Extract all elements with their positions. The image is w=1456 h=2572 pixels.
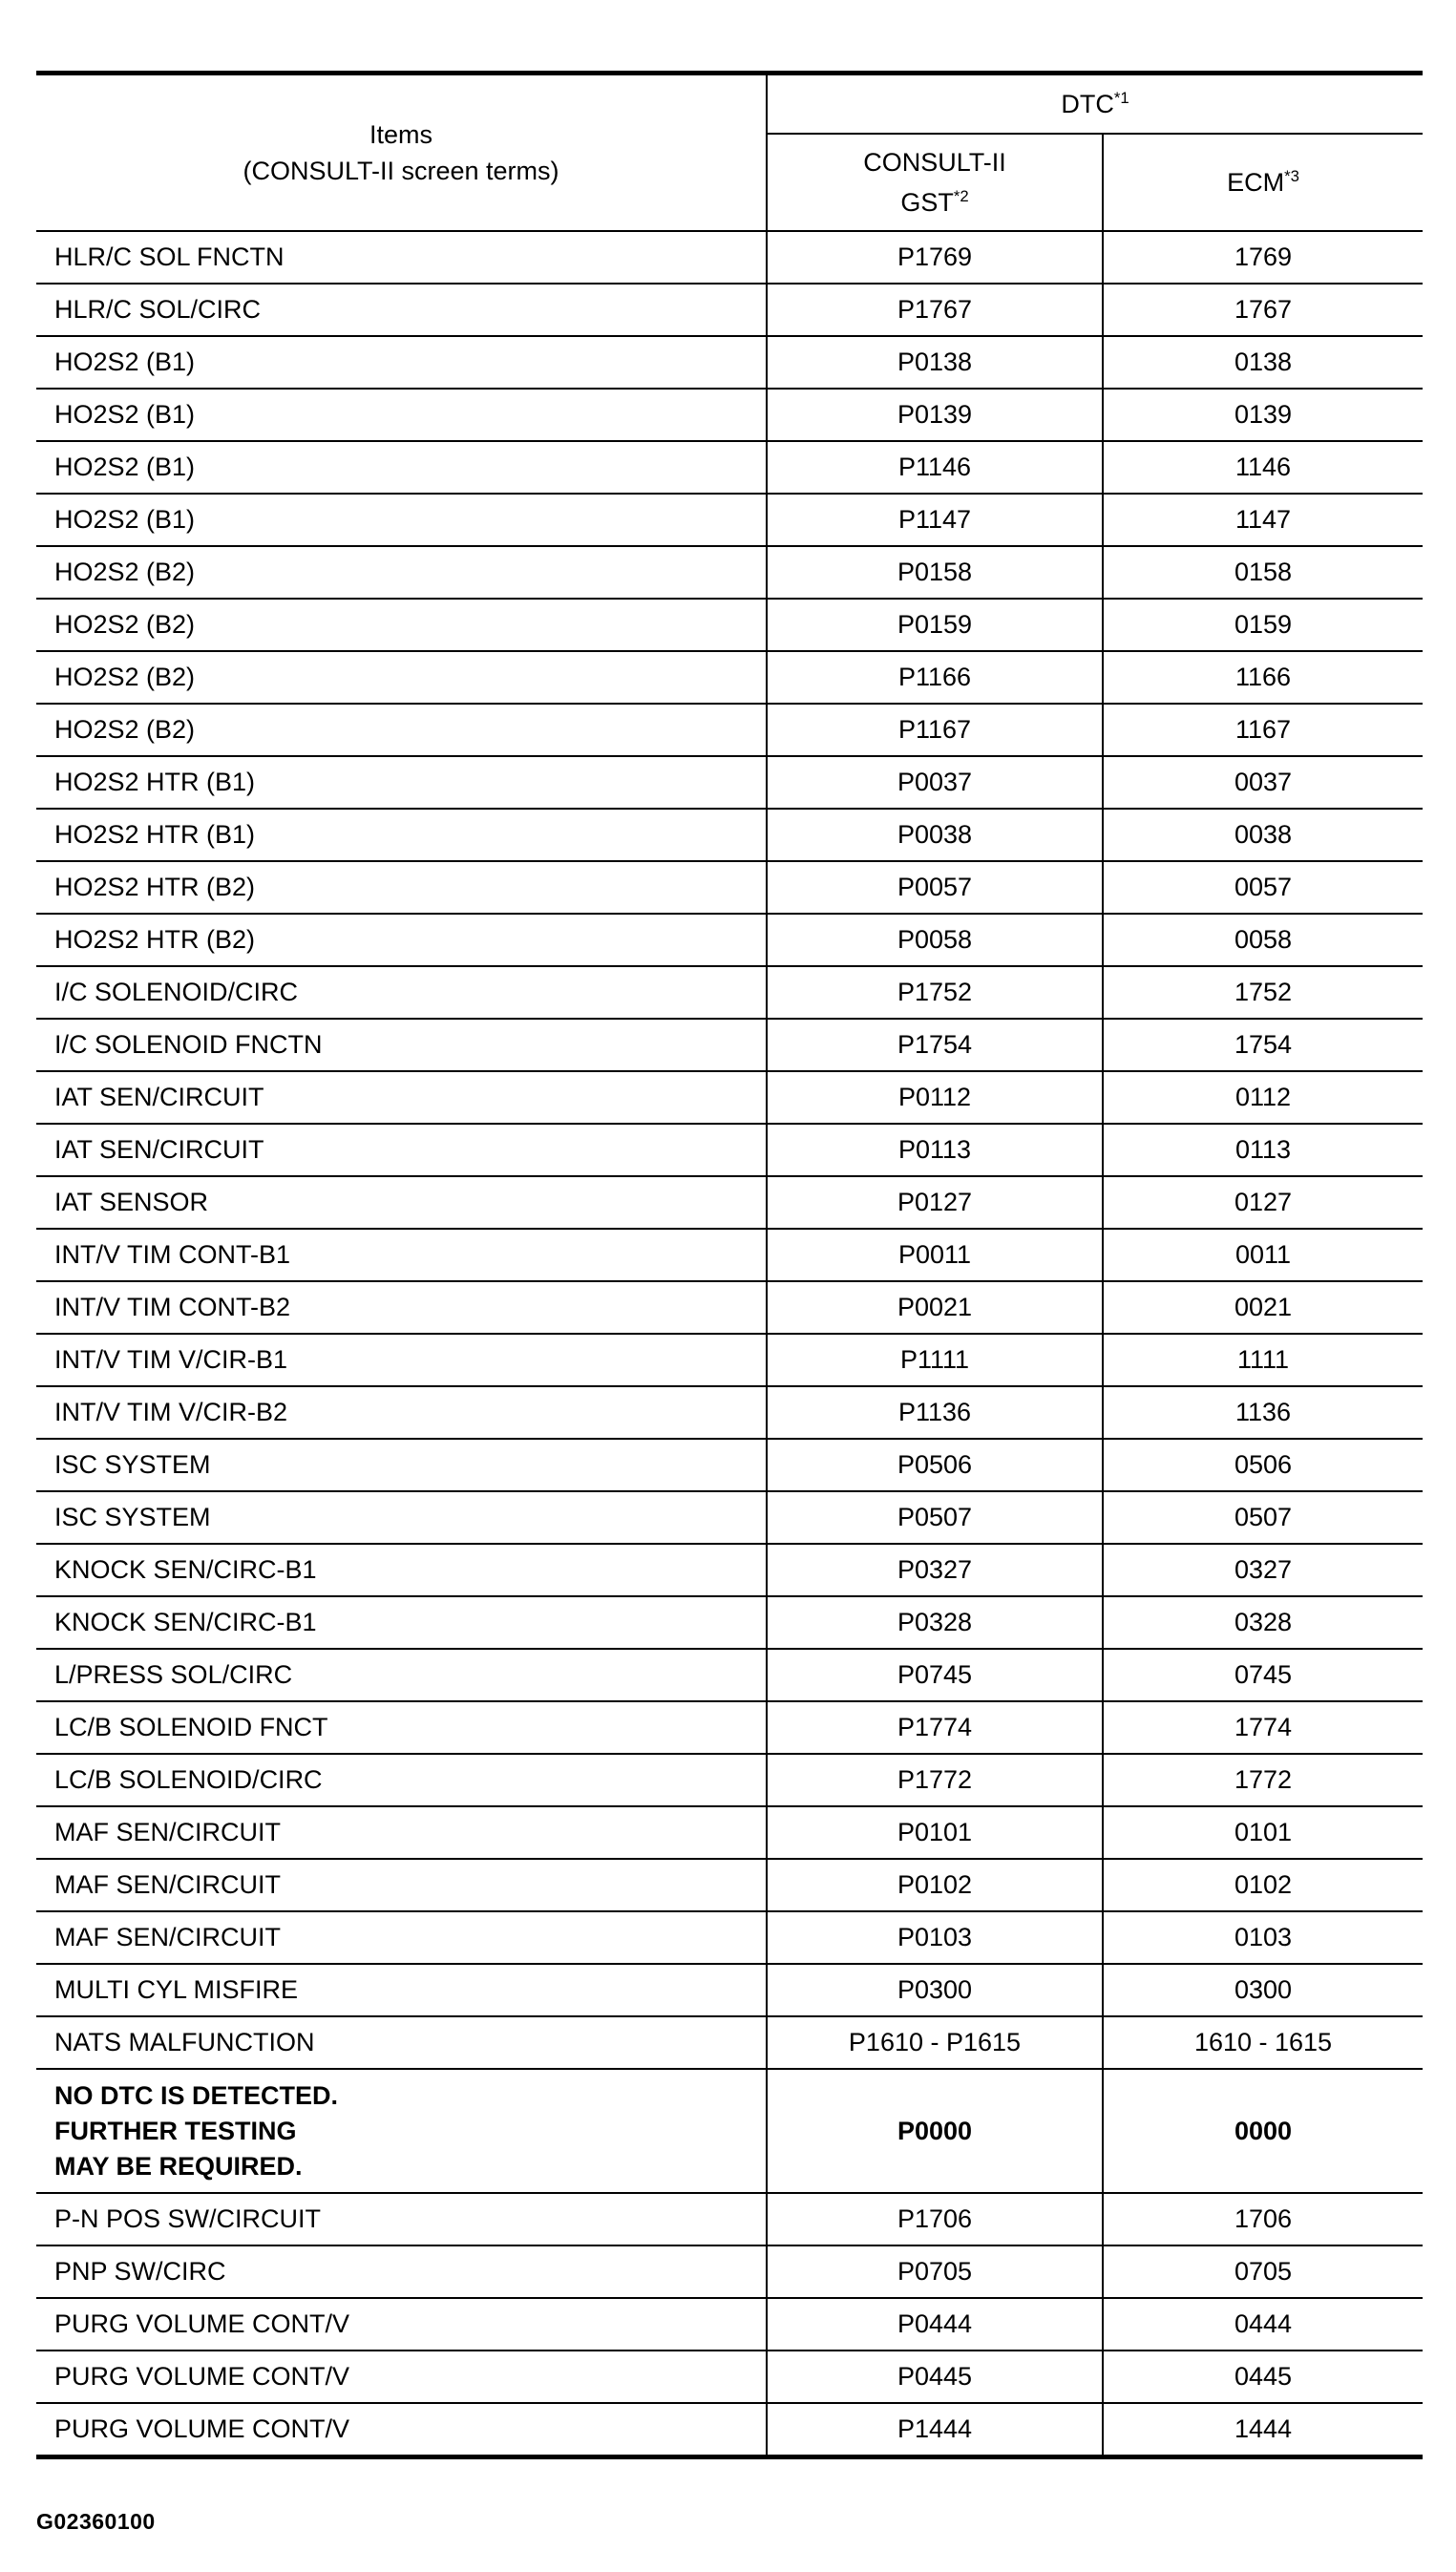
item-cell: KNOCK SEN/CIRC-B1 — [36, 1544, 767, 1596]
table-row — [36, 1806, 1423, 1859]
consult-gst-code-cell: P0327 — [767, 1544, 1103, 1596]
ecm-code-cell: 0139 — [1103, 389, 1423, 441]
table-row — [36, 599, 1423, 651]
consult-gst-code-cell: P0139 — [767, 389, 1103, 441]
dtc-table — [36, 71, 1423, 2459]
item-cell: HO2S2 HTR (B1) — [36, 756, 767, 809]
ecm-code-cell: 0103 — [1103, 1911, 1423, 1964]
consult-gst-column-header — [767, 134, 1103, 231]
consult-gst-code-cell: P1111 — [767, 1334, 1103, 1386]
item-cell: KNOCK SEN/CIRC-B1 — [36, 1596, 767, 1649]
ecm-code-cell: 0011 — [1103, 1229, 1423, 1281]
ecm-code-cell: 0506 — [1103, 1439, 1423, 1491]
consult-gst-code-cell: P1167 — [767, 704, 1103, 756]
consult-gst-code-cell: P0328 — [767, 1596, 1103, 1649]
dtc-footnote-marker: *1 — [1113, 89, 1129, 107]
ecm-code-cell: 1146 — [1103, 441, 1423, 494]
item-cell: HO2S2 (B2) — [36, 599, 767, 651]
consult-gst-code-cell: P0444 — [767, 2298, 1103, 2351]
table-row — [36, 756, 1423, 809]
table-row — [36, 809, 1423, 861]
ecm-code-cell: 1111 — [1103, 1334, 1423, 1386]
table-row — [36, 704, 1423, 756]
table-row — [36, 336, 1423, 389]
ecm-code-cell: 0159 — [1103, 599, 1423, 651]
consult-gst-code-cell: P0445 — [767, 2351, 1103, 2403]
item-cell: I/C SOLENOID/CIRC — [36, 966, 767, 1019]
item-cell: INT/V TIM CONT-B1 — [36, 1229, 767, 1281]
consult-gst-code-cell: P1769 — [767, 231, 1103, 284]
table-row — [36, 2403, 1423, 2457]
item-cell: INT/V TIM V/CIR-B2 — [36, 1386, 767, 1439]
ecm-code-cell: 0112 — [1103, 1071, 1423, 1124]
ecm-code-cell: 0705 — [1103, 2245, 1423, 2298]
gst-footnote-marker: *2 — [953, 187, 969, 205]
table-row — [36, 1229, 1423, 1281]
consult-gst-code-cell: P0506 — [767, 1439, 1103, 1491]
consult-gst-code-cell: P1706 — [767, 2193, 1103, 2245]
item-cell: HO2S2 (B2) — [36, 651, 767, 704]
item-cell: HO2S2 HTR (B2) — [36, 861, 767, 914]
ecm-code-cell: 1706 — [1103, 2193, 1423, 2245]
ecm-code-cell: 0037 — [1103, 756, 1423, 809]
ecm-code-cell: 0101 — [1103, 1806, 1423, 1859]
consult-gst-code-cell: P0113 — [767, 1124, 1103, 1176]
ecm-code-cell: 0444 — [1103, 2298, 1423, 2351]
ecm-header-label: ECM — [1227, 168, 1285, 197]
item-cell: MAF SEN/CIRCUIT — [36, 1859, 767, 1911]
ecm-code-cell: 1752 — [1103, 966, 1423, 1019]
item-cell: HO2S2 (B1) — [36, 389, 767, 441]
table-row — [36, 1544, 1423, 1596]
consult-gst-code-cell: P0745 — [767, 1649, 1103, 1701]
ecm-code-cell: 1774 — [1103, 1701, 1423, 1754]
item-cell: HO2S2 (B1) — [36, 336, 767, 389]
item-cell: PURG VOLUME CONT/V — [36, 2403, 767, 2457]
item-cell: IAT SEN/CIRCUIT — [36, 1071, 767, 1124]
consult-gst-code-cell: P0507 — [767, 1491, 1103, 1544]
consult-gst-code-cell: P0058 — [767, 914, 1103, 966]
items-column-header — [36, 74, 767, 232]
consult-gst-code-cell: P0300 — [767, 1964, 1103, 2016]
item-cell: I/C SOLENOID FNCTN — [36, 1019, 767, 1071]
ecm-code-cell: 0102 — [1103, 1859, 1423, 1911]
table-row — [36, 914, 1423, 966]
items-header-label: Items — [369, 120, 433, 149]
consult-gst-code-cell: P0705 — [767, 2245, 1103, 2298]
consult-gst-code-cell: P0103 — [767, 1911, 1103, 1964]
consult-gst-code-cell: P1767 — [767, 284, 1103, 336]
consult-gst-code-cell: P0021 — [767, 1281, 1103, 1334]
ecm-code-cell: 0021 — [1103, 1281, 1423, 1334]
table-row — [36, 231, 1423, 284]
table-row — [36, 1859, 1423, 1911]
consult-gst-code-cell: P0101 — [767, 1806, 1103, 1859]
table-row — [36, 1439, 1423, 1491]
item-cell: MAF SEN/CIRCUIT — [36, 1911, 767, 1964]
consult-gst-code-cell: P1752 — [767, 966, 1103, 1019]
consult-gst-code-cell: P1610 - P1615 — [767, 2016, 1103, 2069]
table-row — [36, 2016, 1423, 2069]
table-row — [36, 1911, 1423, 1964]
table-row — [36, 1176, 1423, 1229]
item-cell: P-N POS SW/CIRCUIT — [36, 2193, 767, 2245]
table-row — [36, 2245, 1423, 2298]
table-row — [36, 1019, 1423, 1071]
item-cell: MAF SEN/CIRCUIT — [36, 1806, 767, 1859]
ecm-code-cell: 0113 — [1103, 1124, 1423, 1176]
table-header — [36, 74, 1423, 232]
ecm-code-cell: 0445 — [1103, 2351, 1423, 2403]
dtc-group-header — [767, 74, 1423, 135]
ecm-code-cell: 0038 — [1103, 809, 1423, 861]
table-row — [36, 1491, 1423, 1544]
ecm-code-cell: 0158 — [1103, 546, 1423, 599]
table-row — [36, 284, 1423, 336]
table-row — [36, 1964, 1423, 2016]
consult-gst-code-cell: P0158 — [767, 546, 1103, 599]
consult-gst-code-cell: P0038 — [767, 809, 1103, 861]
ecm-code-cell: 0327 — [1103, 1544, 1423, 1596]
consult-gst-code-cell: P1754 — [767, 1019, 1103, 1071]
table-row — [36, 2193, 1423, 2245]
table-row — [36, 861, 1423, 914]
table-row — [36, 1386, 1423, 1439]
item-cell: PNP SW/CIRC — [36, 2245, 767, 2298]
ecm-code-cell: 1147 — [1103, 494, 1423, 546]
item-cell: MULTI CYL MISFIRE — [36, 1964, 767, 2016]
ecm-code-cell: 0507 — [1103, 1491, 1423, 1544]
gst-header-label: GST — [900, 188, 954, 217]
table-row — [36, 966, 1423, 1019]
ecm-code-cell: 1610 - 1615 — [1103, 2016, 1423, 2069]
figure-code: G02360100 — [36, 2509, 156, 2534]
ecm-code-cell: 1769 — [1103, 231, 1423, 284]
ecm-code-cell: 0057 — [1103, 861, 1423, 914]
item-cell: INT/V TIM V/CIR-B1 — [36, 1334, 767, 1386]
table-body — [36, 231, 1423, 2457]
consult-gst-code-cell: P0102 — [767, 1859, 1103, 1911]
consult-gst-code-cell: P0057 — [767, 861, 1103, 914]
consult-header-label: CONSULT-II — [863, 148, 1006, 177]
ecm-code-cell: 0328 — [1103, 1596, 1423, 1649]
ecm-code-cell: 0745 — [1103, 1649, 1423, 1701]
table-row — [36, 1754, 1423, 1806]
consult-gst-code-cell: P1136 — [767, 1386, 1103, 1439]
table-row — [36, 2069, 1423, 2193]
ecm-code-cell: 0138 — [1103, 336, 1423, 389]
consult-gst-code-cell: P0127 — [767, 1176, 1103, 1229]
ecm-code-cell: 0058 — [1103, 914, 1423, 966]
ecm-code-cell: 0127 — [1103, 1176, 1423, 1229]
table-row — [36, 651, 1423, 704]
consult-gst-code-cell: P0159 — [767, 599, 1103, 651]
ecm-code-cell: 1136 — [1103, 1386, 1423, 1439]
consult-gst-code-cell: P1774 — [767, 1701, 1103, 1754]
item-cell: PURG VOLUME CONT/V — [36, 2351, 767, 2403]
ecm-code-cell: 1166 — [1103, 651, 1423, 704]
table-row — [36, 1124, 1423, 1176]
item-cell: L/PRESS SOL/CIRC — [36, 1649, 767, 1701]
consult-gst-code-cell: P0112 — [767, 1071, 1103, 1124]
item-cell: NO DTC IS DETECTED. FURTHER TESTING MAY BE REQUIRED. — [36, 2069, 767, 2193]
dtc-header-label: DTC — [1061, 90, 1114, 118]
item-cell: IAT SEN/CIRCUIT — [36, 1124, 767, 1176]
table-row — [36, 2298, 1423, 2351]
table-row — [36, 2351, 1423, 2403]
table-row — [36, 494, 1423, 546]
ecm-footnote-marker: *3 — [1284, 167, 1299, 185]
item-cell: HO2S2 (B1) — [36, 494, 767, 546]
dtc-table-sheet — [36, 71, 1423, 2459]
ecm-code-cell: 1444 — [1103, 2403, 1423, 2457]
item-cell: HLR/C SOL FNCTN — [36, 231, 767, 284]
ecm-code-cell: 1772 — [1103, 1754, 1423, 1806]
item-cell: HLR/C SOL/CIRC — [36, 284, 767, 336]
item-cell: LC/B SOLENOID FNCT — [36, 1701, 767, 1754]
table-row — [36, 441, 1423, 494]
ecm-code-cell: 0000 — [1103, 2069, 1423, 2193]
consult-gst-code-cell: P1146 — [767, 441, 1103, 494]
table-row — [36, 1334, 1423, 1386]
item-cell: HO2S2 HTR (B1) — [36, 809, 767, 861]
ecm-code-cell: 1167 — [1103, 704, 1423, 756]
consult-gst-code-cell: P1147 — [767, 494, 1103, 546]
item-cell: HO2S2 (B2) — [36, 704, 767, 756]
table-row — [36, 1701, 1423, 1754]
item-cell: ISC SYSTEM — [36, 1439, 767, 1491]
items-header-sublabel: (CONSULT-II screen terms) — [243, 157, 559, 185]
table-row — [36, 1649, 1423, 1701]
table-row — [36, 1281, 1423, 1334]
consult-gst-code-cell: P0037 — [767, 756, 1103, 809]
consult-gst-code-cell: P0138 — [767, 336, 1103, 389]
item-cell: ISC SYSTEM — [36, 1491, 767, 1544]
table-row — [36, 1071, 1423, 1124]
ecm-code-cell: 1767 — [1103, 284, 1423, 336]
item-cell: LC/B SOLENOID/CIRC — [36, 1754, 767, 1806]
consult-gst-code-cell: P0011 — [767, 1229, 1103, 1281]
item-cell: HO2S2 (B1) — [36, 441, 767, 494]
consult-gst-code-cell: P1166 — [767, 651, 1103, 704]
item-cell: IAT SENSOR — [36, 1176, 767, 1229]
item-cell: HO2S2 HTR (B2) — [36, 914, 767, 966]
consult-gst-code-cell: P1772 — [767, 1754, 1103, 1806]
table-row — [36, 546, 1423, 599]
table-row — [36, 389, 1423, 441]
item-cell: HO2S2 (B2) — [36, 546, 767, 599]
consult-gst-code-cell: P1444 — [767, 2403, 1103, 2457]
item-cell: INT/V TIM CONT-B2 — [36, 1281, 767, 1334]
item-cell: PURG VOLUME CONT/V — [36, 2298, 767, 2351]
ecm-code-cell: 0300 — [1103, 1964, 1423, 2016]
ecm-code-cell: 1754 — [1103, 1019, 1423, 1071]
ecm-column-header — [1103, 134, 1423, 231]
consult-gst-code-cell: P0000 — [767, 2069, 1103, 2193]
item-cell: NATS MALFUNCTION — [36, 2016, 767, 2069]
table-row — [36, 1596, 1423, 1649]
